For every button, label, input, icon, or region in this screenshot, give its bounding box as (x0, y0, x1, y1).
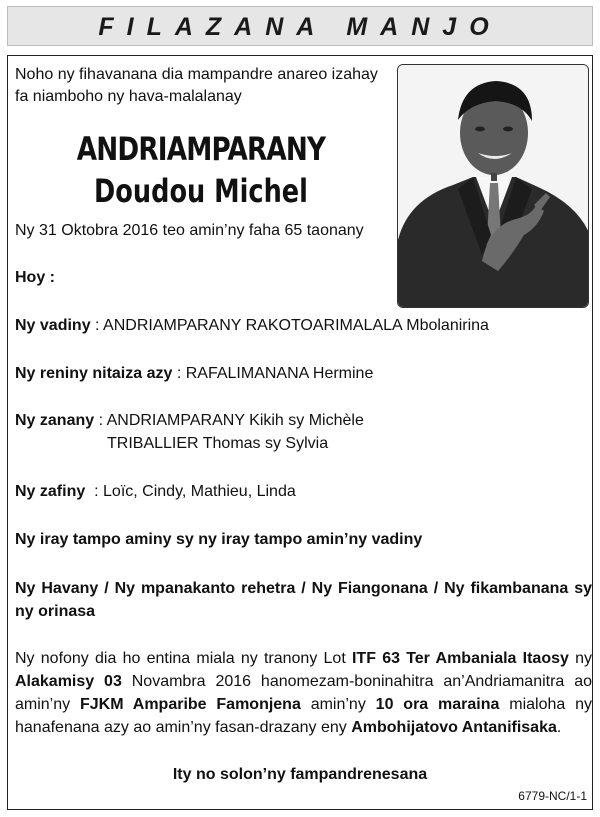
funeral-text-2: ny (568, 650, 592, 667)
reference-code: 6779-NC/1-1 (518, 789, 587, 803)
deceased-surname: ANDRIAMPARANY (76, 130, 326, 168)
inlaws-line: Ny reniny nitaiza azy : RAFALIMANANA Hermine (15, 365, 374, 382)
relatives-line: Ny Havany / Ny mpanakanto rehetra / Ny Fiangonana / Ny fikambanana sy ny orinasa (15, 580, 592, 620)
grandchildren-line: Ny zafiny : Loïc, Cindy, Mathieu, Linda (15, 483, 296, 500)
grandchildren-value: Loïc, Cindy, Mathieu, Linda (103, 483, 296, 500)
funeral-text-3: Novambra 2016 hanomezam-boninahitra an’Andriamanitra ao amin’ny (15, 673, 593, 713)
death-note: Ny 31 Oktobra 2016 teo amin’ny faha 65 taonany (15, 222, 364, 239)
funeral-paragraph (15, 647, 592, 739)
funeral-church: FJKM Amparibe Famonjena (79, 696, 301, 713)
intro-line-2: fa niamboho ny hava-malalanay (15, 88, 242, 105)
funeral-time: 10 ora maraina (375, 696, 500, 713)
funeral-text-1: Ny nofony dia ho entina miala ny tranony Lot (15, 650, 352, 667)
portrait-photo (397, 64, 589, 308)
children-value-1: ANDRIAMPARANY Kikih sy Michèle (106, 412, 364, 429)
grandchildren-label: Ny zafiny (15, 483, 86, 500)
inlaws-label: Ny reniny nitaiza azy (15, 365, 173, 382)
spouse-line: Ny vadiny : ANDRIAMPARANY RAKOTOARIMALALA Mbolanirina (15, 317, 489, 334)
funeral-burial-place: Ambohijatovo Antanifisaka (351, 719, 557, 736)
inlaws-value: RAFALIMANANA Hermine (185, 365, 374, 382)
children-line-1: Ny zanany : ANDRIAMPARANY Kikih sy Michèle (15, 412, 364, 429)
children-label: Ny zanany (15, 412, 95, 429)
intro-line-1: Noho ny fihavanana dia mampandre anareo izahay (15, 66, 378, 83)
notice-header (7, 6, 593, 46)
funeral-address: ITF 63 Ter Ambaniala Itaosy (351, 650, 569, 667)
siblings-line: Ny iray tampo aminy sy ny iray tampo amin’ny vadiny (15, 531, 423, 548)
funeral-text-6: . (556, 719, 562, 736)
children-value-2: TRIBALLIER Thomas sy Sylvia (107, 435, 329, 452)
hoy-label: Hoy : (15, 269, 55, 286)
portrait-illustration (398, 65, 589, 308)
spouse-value: ANDRIAMPARANY RAKOTOARIMALALA Mbolanirina (103, 317, 489, 334)
spouse-label: Ny vadiny (15, 317, 91, 334)
funeral-text-5: mialoha ny hanafenana azy ao amin’ny fasan-drazany eny (15, 696, 593, 736)
deceased-given-names: Doudou Michel (94, 172, 308, 210)
funeral-text-4: amin’ny (300, 696, 376, 713)
funeral-day: Alakamisy 03 (15, 673, 122, 690)
notice-title: FILAZANA MANJO (98, 13, 502, 41)
closing-line: Ity no solon’ny fampandrenesana (172, 766, 428, 783)
